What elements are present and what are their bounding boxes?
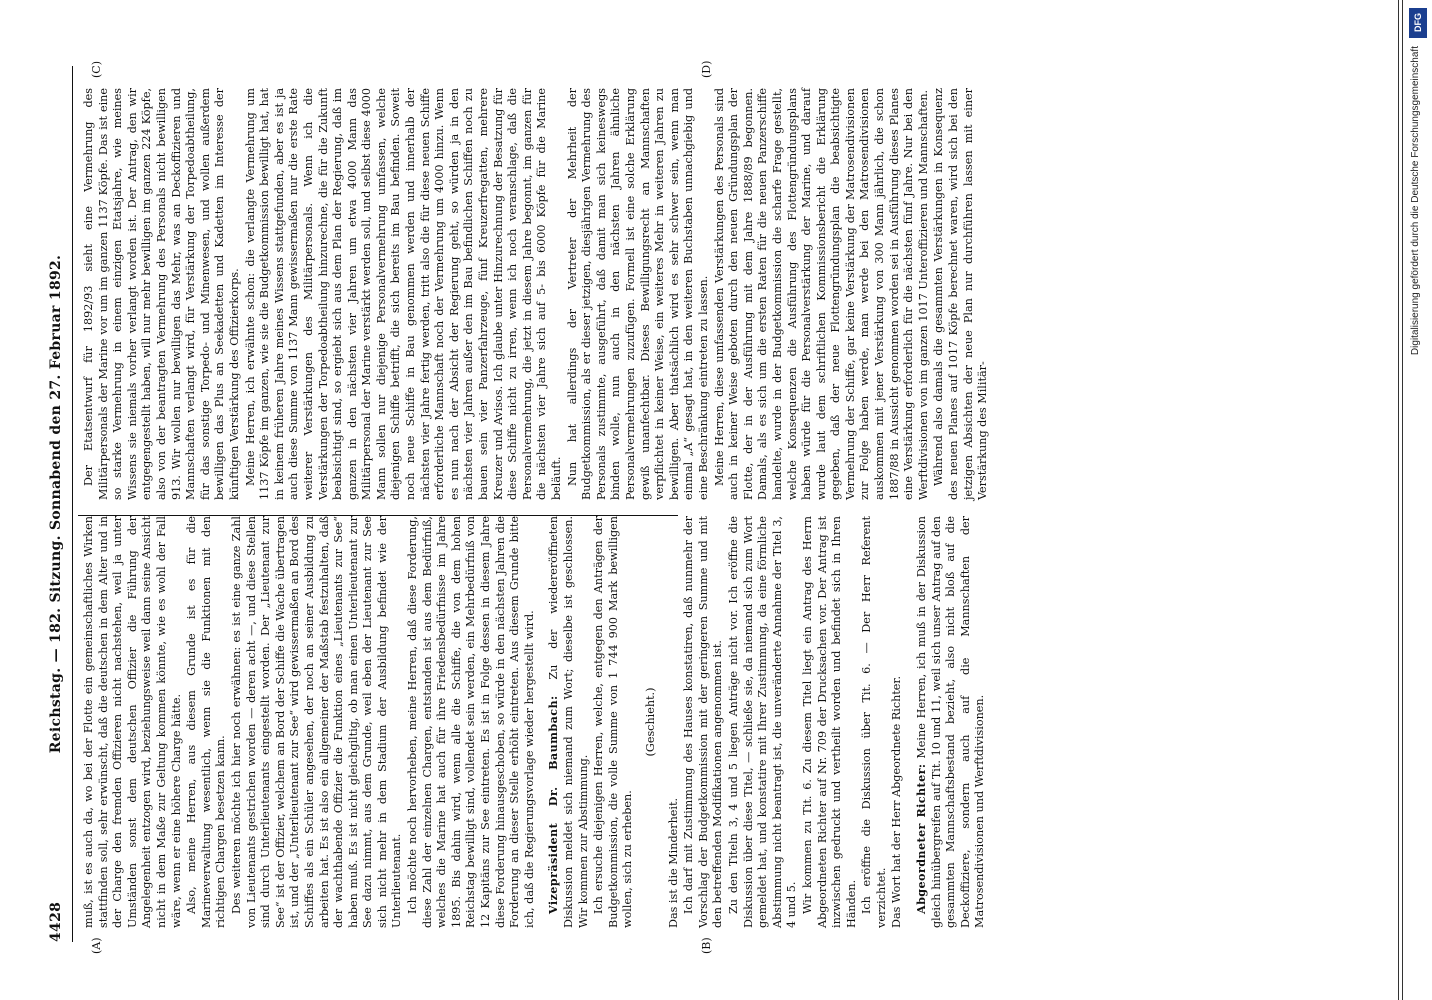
header-rule (72, 66, 73, 942)
paragraph: Ich eröffne die Diskussion über Tit. 6. — Der Herr Referent verzichtet. (860, 516, 888, 928)
paragraph: Meine Herren, ich erwähnte schon: die verlangte Vermehrung um 1137 Köpfe im ganzen, wie sie die Budgetkommission bewilligt hat, hat in keinem früheren Jahre meines Wissens stattgefunden, aber es ist ja auch diese Summe von 1137 Mann gewissermaßen nur die erste Rate weiterer Verstärkungen des Militärpersonals. Wenn ich die Verstärkungen der Torpedoabtheilung hinzurechne, die für die Zukunft beabsichtigt sind, so ergiebt sich aus dem Plan der Regierung, daß im ganzen in den nächsten vier Jahren um etwa 4000 Mann das Militärpersonal der Marine verstärkt werden soll, und selbst diese 4000 Mann sollen nur diejenige Personalvermehrung umfassen, welche diejenigen Schiffe betrifft, die sich bereits im Bau befinden. Soweit noch neue Schiffe in Bau genommen werden und innerhalb der nächsten vier Jahre fertig werden, tritt also die für diese neuen Schiffe erforderliche Mannschaft noch der Vermehrung um 4000 hinzu. Wenn es nun nach der Absicht der Regierung geht, so würden ja in den nächsten vier Jahren außer den im Bau befindlichen Schiffen noch zu bauen sein vier Panzerfahrzeuge, fünf Kreuzerfregatten, mehrere Kreuzer und Avisos. Ich glaube unter Hinzurechnung der Besatzung für diese Schiffe nicht zu irren, wenn ich noch veranschlage, daß die Personalvermehrung, die jetzt in diesem Jahre begonnt, im ganzen für die nächsten vier Jahre sich auf 5- bis 6000 Köpfe für die Marine beläuft. (243, 88, 563, 500)
paragraph: Meine Herren, diese umfassenden Verstärkungen des Personals sind auch in keiner Weise geboten durch den neuen Gründungsplan der Flotte, der in der Ausführung mit dem Jahre 1888/89 begonnen. Damals, als es sich um die ersten Raten für die neuen Panzerschiffe handelte, wurde in der Budgetkommission die scharfe Frage gestellt, welche Konsequenzen die Ausführung des Flottengründungsplans haben würde für die Personalverstärkung der Marine, und darauf wurde laut dem schriftlichen Kommissionsbericht die Erklärung gegeben, daß der neue Flottengründungsplan die beabsichtigte Vermehrung der Schiffe, gar keine Verstärkung der Matrosendivisionen zur Folge haben werde, man werde bei den Matrosendivisionen auskommen mit jener Verstärkung von 300 Mann jährlich, die schon 1887/88 in Aussicht genommen worden sei in Ausführung dieses Planes eine Verstärkung erforderlich für die nächsten fünf Jahre. Nur bei den Werftdivisionen von im ganzen 1017 Unteroffizieren und Mannschaften. (712, 88, 930, 500)
paragraph: Ich ersuche diejenigen Herren, welche, entgegen den Anträgen der Budgetkommission, die volle Summe von 1 744 900 Mark bewilligen wollen, sich zu erheben. (592, 516, 635, 928)
paragraph: Also, meine Herren, aus diesem Grunde ist es für die Marineverwaltung wesentlich, wenn sie die Funktionen mit den richtigen Chargen besetzen kann. (185, 516, 228, 928)
paragraph: Wir kommen zu Tit. 6. Zu diesem Titel liegt ein Antrag des Herrn Abgeordneten Richter auf Nr. 709 der Drucksachen vor. Der Antrag ist inzwischen gedruckt und vertheilt worden und befindet sich in Ihren Händen. (800, 516, 858, 928)
paragraph: Das ist die Minderheit. (666, 797, 680, 928)
paragraph: Der Etatsentwurf für 1892/93 sieht eine Vermehrung des Militärpersonals der Marine vor um im ganzen 1137 Köpfe. Das ist eine so starke Vermehrung in einem einzigen Etatsjahre, wie meines Wissens sie niemals vorher verlangt worden ist. Der Antrag, den wir entgegengestellt haben, will nur mehr bewilligen im ganzen 224 Köpfe, also von der beantragten Vermehrung des Personals nicht bewilligen 913. Wir wollen nur bewilligen das Mehr, was an Deckoffizieren und Mannschaften verlangt wird, für Verstärkung der Torpedoabtheilung, für das sonstige Torpedo- und Minenwesen, und wollen außerdem bewilligen das Plus an Seekadetten und Kadetten im Interesse der künftigen Verstärkung des Offizierkorps. (82, 88, 241, 500)
page-title: Reichstag. — 182. Sitzung. Sonnabend den 27. Februar 1892. (48, 254, 64, 754)
right-column (82, 88, 992, 500)
left-column (82, 516, 989, 928)
dfg-logo: DFG (1409, 8, 1427, 38)
page-number: 4428 (48, 901, 64, 942)
page-edge-line (1402, 0, 1403, 1000)
speaker-name: Vizepräsident Dr. Baumbach: (546, 695, 561, 914)
paragraph: Ich darf mit Zustimmung des Hauses konstatiren, daß nunmehr der Vorschlag der Budgetkommission mit der geringeren Summe und mit den betreffenden Modifikationen angenommen ist. (682, 516, 725, 928)
page-edge-line (1398, 0, 1399, 1000)
margin-mark-b: (B) (700, 937, 713, 954)
paragraph: Zu den Titeln 3, 4 und 5 liegen Anträge nicht vor. Ich eröffne die Diskussion über diese Titel, — schließe sie, da niemand sich zum Wort gemeldet hat, und konstatire mit Ihrer Zustimmung, da eine förmliche Abstimmung nicht beantragt ist, die unveränderte Annahme der Titel 3, 4 und 5. (726, 516, 799, 928)
paragraph: Während also damals die gesammten Verstärkungen in Konsequenz des neuen Planes auf 1017 Köpfe berechnet waren, wird sich bei den jetzigen Absichten der neue Plan nur durchführen lassen mit einer Verstärkung des Militär- (932, 88, 990, 500)
paragraph: Des weiteren möchte ich hier noch erwähnen: es ist eine ganze Zahl von Lieutenants gestrichen worden — deren acht —, und diese Stellen sind durch Unterlieutenants eingestellt worden. Der „Lieutenant zur See“ ist der Offizier, welchem an Bord der Schiffe die Wache übertragen ist, und der „Unterlieutenant zur See“ wird gewissermaßen an Bord des Schiffes als ein Schüler angesehen, der noch an seiner Ausbildung zu arbeiten hat. Es ist also ein allgemeiner der Maßstab festzuhalten, daß der wachthabende Offizier die Funktion eines „Lieutenants zur See“ haben muß. Es ist nicht gleichgiltig, ob man einen Unterlieutenant zur See dazu nimmt, aus dem Grunde, weil eben der Lieutenant zur See sich nicht mehr in dem Stadium der Ausbildung befindet wie der Unterlieutenant. (229, 516, 404, 928)
dfg-credit-text: Digitalisierung gefördert durch die Deutsche Forschungsgemeinschaft (1410, 46, 1421, 356)
paragraph: (Geschieht.) (643, 687, 657, 757)
paragraph: Abgeordneter Richter: Meine Herren, ich muß in der Diskussion gleich hinübergreifen auf Tit. 10 und 11, weil sich unser Antrag auf den gesammten Mannschaftsbestand bezieht, also nicht bloß auf die Deckoffiziere, sondern auch auf die Mannschaften der Matrosendivisionen und Werftdivisionen. (914, 516, 987, 928)
paragraph: Ich möchte noch hervorheben, meine Herren, daß diese Forderung, diese Zahl der einzelnen Chargen, entstanden ist aus dem Bedürfniß, welches die Marine hat auch für ihre Friedensbedürfnisse im Jahre 1895. Bis dahin wird, wenn alle die Schiffe, die von dem hohen Reichstag bewilligt sind, vollendet sein werden, ein Mehrbedürfniß von 12 Kapitäns zur See eintreten. Es ist in Folge dessen in diesem Jahre diese Forderung hinausgeschoben, so würde in den nächsten Jahren die Forderung an dieser Stelle erhöht eintreten. Aus diesem Grunde bitte ich, daß die Regierungsvorlage wieder hergestellt wird. (406, 516, 536, 928)
speaker-name: Abgeordneter Richter: (914, 763, 929, 914)
paragraph: muß, ist es auch da, wo bei der Flotte ein gemeinschaftliches Wirken stattfinden soll, sehr erwünscht, daß die deutschen in dem Alter und in der Charge den fremden Offizieren nicht nachstehen, weil ja unter Umständen sonst dem deutschen Offizier die Führung der Angelegenheit entzogen wird, beziehungsweise weil dann seine Ansicht nicht in dem Maße zur Geltung kommen könnte, wie es wohl der Fall wäre, wenn er eine höhere Charge hätte. (82, 516, 183, 928)
paragraph: Nun hat allerdings der Vertreter der Mehrheit der Budgetkommission, als er dieser jetzigen, diesjährigen Vermehrung des Personals zustimmte, ausgeführt, daß damit man sich keineswegs binden wolle, nun auch in den nächsten Jahren ähnliche Personalvermehrungen zuzufügen. Formell ist eine solche Erklärung gewiß unanfechtbar. Dieses Bewilligungsrecht an Mannschaften verpflichtet in keiner Weise, ein weiteres Mehr in weiteren Jahren zu bewilligen. Aber thatsächlich wird es sehr schwer sein, wenn man einmal „A“ gesagt hat, in den weiteren Buchstaben unnachgiebig und eine Beschränkung eintreten zu lassen. (565, 88, 710, 500)
dfg-credit-strip (1406, 0, 1430, 1000)
paragraph: Vizepräsident Dr. Baumbach: Zu der wiedereröffneten Diskussion meldet sich niemand zum Wort; dieselbe ist geschlossen. Wir kommen zur Abstimmung. (546, 515, 590, 928)
margin-mark-a: (A) (90, 937, 103, 954)
paragraph: Das Wort hat der Herr Abgeordnete Richter. (890, 675, 904, 928)
margin-mark-d: (D) (700, 60, 713, 78)
margin-mark-c: (C) (90, 61, 103, 78)
page-header (48, 66, 70, 942)
